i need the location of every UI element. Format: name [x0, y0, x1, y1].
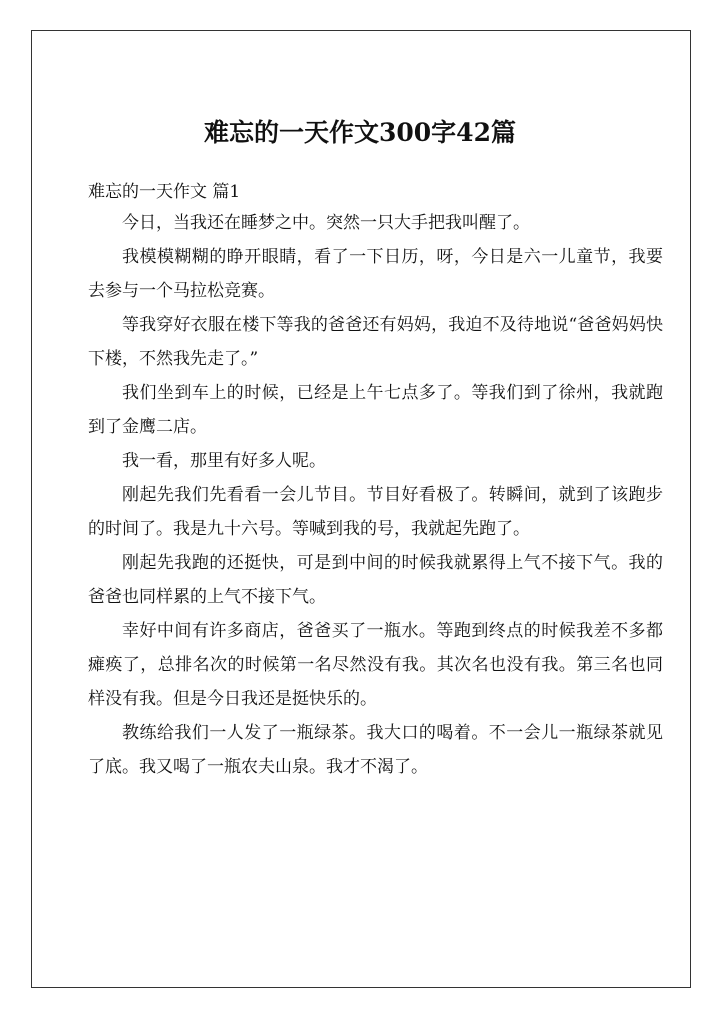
paragraph: 我们坐到车上的时候，已经是上午七点多了。等我们到了徐州，我就跑到了金鹰二店。: [88, 383, 663, 437]
section-heading: 难忘的一天作文 篇1: [88, 182, 241, 202]
document-body: [88, 178, 663, 784]
paragraph: 幸好中间有许多商店，爸爸买了一瓶水。等跑到终点的时候我差不多都瘫痪了，总排名次的时候第一名尽然没有我。其次名也没有我。第三名也同样没有我。但是今日我还是挺快乐的。: [88, 621, 663, 709]
paragraph: 今日，当我还在睡梦之中。突然一只大手把我叫醒了。: [122, 213, 530, 233]
paragraph: 我模模糊糊的睁开眼睛，看了一下日历，呀，今日是六一儿童节，我要去参与一个马拉松竞赛。: [88, 247, 663, 301]
paragraph: 我一看，那里有好多人呢。: [122, 451, 326, 471]
paragraph: 教练给我们一人发了一瓶绿茶。我大口的喝着。不一会儿一瓶绿茶就见了底。我又喝了一瓶农夫山泉。我才不渴了。: [88, 723, 663, 777]
document-title: 难忘的一天作文300字42篇: [204, 118, 516, 147]
paragraph: 等我穿好衣服在楼下等我的爸爸还有妈妈，我迫不及待地说“爸爸妈妈快下楼，不然我先走了。”: [88, 315, 663, 369]
paragraph: 刚起先我跑的还挺快，可是到中间的时候我就累得上气不接下气。我的爸爸也同样累的上气不接下气。: [88, 553, 663, 607]
paragraph: 刚起先我们先看看一会儿节目。节目好看极了。转瞬间，就到了该跑步的时间了。我是九十六号。等喊到我的号，我就起先跑了。: [88, 485, 663, 539]
